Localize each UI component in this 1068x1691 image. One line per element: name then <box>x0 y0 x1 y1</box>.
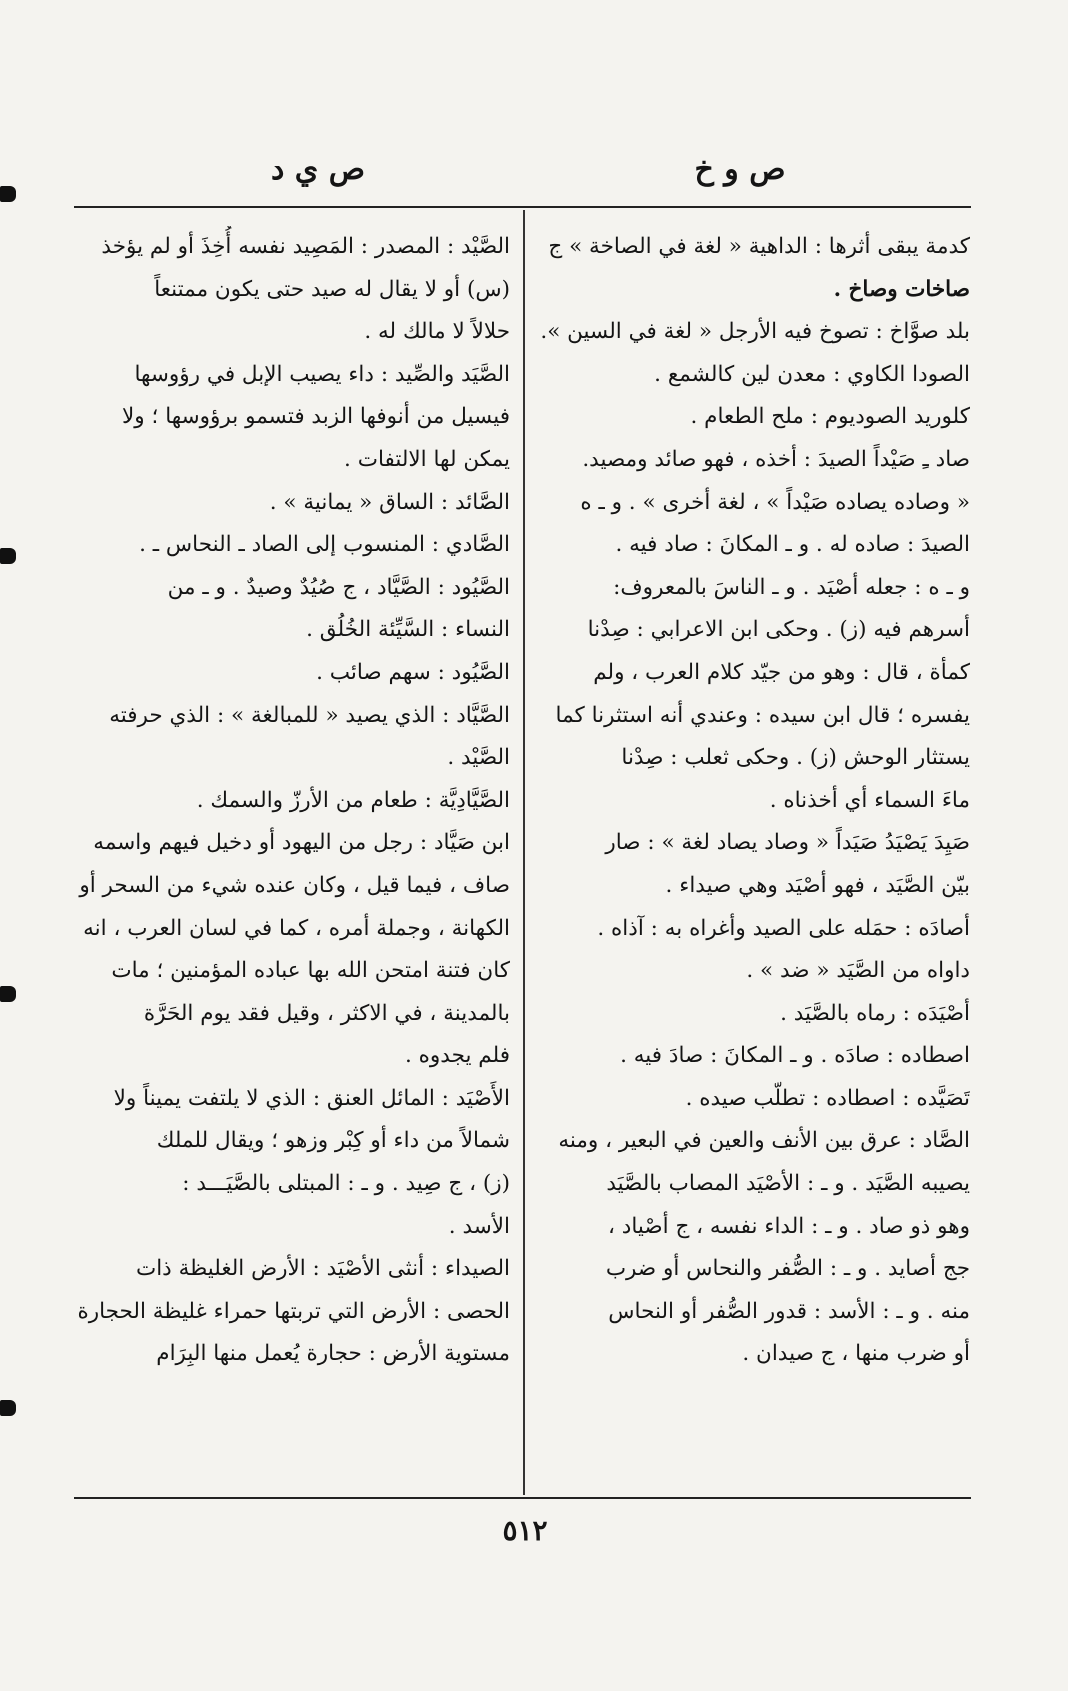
text-line: يصيبه الصَّيَد . و ـ : الأصْيَد المصاب بالصَّيَد <box>606 1171 970 1197</box>
binding-mark <box>0 1400 16 1416</box>
text-line: داواه من الصَّيَد « ضد » . <box>746 958 970 984</box>
text-line: (ز) ، ج صِيد . و ـ : المبتلى بالصَّيَـــد : <box>182 1171 510 1197</box>
text-line: الكهانة ، وجملة أمره ، كما في لسان العرب ، انه <box>83 915 510 941</box>
left-column <box>72 226 510 1376</box>
text-line: الصيدَ : صاده له . و ـ المكانَ : صاد فيه . <box>615 532 970 558</box>
text-line: الصَّيَد والصِّيد : داء يصيب الإبل في رؤوسها <box>134 361 510 387</box>
text-line: كمأة ، قال : وهو من جيّد كلام العرب ، ولم <box>593 659 970 685</box>
text-line: الأسد . <box>448 1213 510 1239</box>
text-line: الصَّادي : المنسوب إلى الصاد ـ النحاس ـ . <box>139 532 510 558</box>
text-line: صاف ، فيما قيل ، وكان عنده شيء من السحر أو <box>79 872 510 898</box>
text-line: وهو ذو صاد . و ـ : الداء نفسه ، ج أصْياد ، <box>608 1213 970 1239</box>
text-line: الصَّيُود : الصَّيَّاد ، ج صُيُدٌ وصيدٌ . و ـ من <box>167 574 510 600</box>
text-line: الصَّيُود : سهم صائب . <box>316 659 510 685</box>
binding-mark <box>0 986 16 1002</box>
page-number: ٥١٢ <box>502 1514 548 1547</box>
text-line: فلم يجدوه . <box>404 1043 510 1069</box>
text-line: كلوريد الصوديوم : ملح الطعام . <box>690 404 970 430</box>
text-line: أو ضرب منها ، ج صيدان . <box>742 1341 970 1367</box>
text-line: (س) أو لا يقال له صيد حتى يكون ممتنعاً <box>154 276 510 302</box>
text-line: الصَّيْد : المصدر : المَصِيد نفسه أُخِذَ أو لم يؤخذ <box>101 234 510 259</box>
text-line: بالمدينة ، في الاكثر ، وقيل فقد يوم الحَرَّة <box>143 1000 510 1026</box>
text-line: « وصاده يصاده صَيْداً » ، لغة أخرى » . و ـ ه <box>580 489 970 515</box>
bottom-rule <box>74 1497 971 1499</box>
running-header-left: ص ي د <box>271 152 365 187</box>
top-rule <box>74 206 971 208</box>
text-line: أسرهم فيه (ز) . وحكى ابن الاعرابي : صِدْنا <box>587 617 970 643</box>
text-line: منه . و ـ : الأسد : قدور الصُّفر أو النحاس <box>608 1298 970 1324</box>
text-line: و ـ ه : جعله أصْيَد . و ـ الناسَ بالمعروف: <box>613 574 970 600</box>
text-line: الصودا الكاوي : معدن لين كالشمع . <box>654 361 970 387</box>
binding-mark <box>0 186 16 202</box>
text-line: اصطاده : صادَه . و ـ المكانَ : صادَ فيه . <box>620 1043 970 1069</box>
text-line: صاد ـِ صَيْداً الصيدَ : أخذه ، فهو صائد ومصيد. <box>582 446 970 472</box>
text-line: بلد صوَّاخ : تصوخ فيه الأرجل « لغة في السين ». <box>540 319 970 345</box>
text-line: الصَّاد : عرق بين الأنف والعين في البعير ، ومنه <box>558 1128 970 1154</box>
running-header-right: ص و خ <box>694 152 786 187</box>
right-column <box>538 226 970 1376</box>
text-line: الصَّيْد . <box>447 745 510 771</box>
text-line: الصَّيَّادِيَّة : طعام من الأرزّ والسمك . <box>196 787 510 813</box>
column-divider <box>523 210 525 1495</box>
text-line: شمالاً من داء أو كِبْر وزهو ؛ ويقال للملك <box>156 1128 510 1154</box>
text-line: تَصَيَّده : اصطاده : تطلّب صيده . <box>685 1085 970 1111</box>
text-line: الصيداء : أنثى الأصْيَد : الأرض الغليظة ذات <box>135 1256 510 1282</box>
text-line: كان فتنة امتحن الله بها عباده المؤمنين ؛ مات <box>111 958 510 984</box>
text-line: الأَصْيَد : المائل العنق : الذي لا يلتفت يميناً ولا <box>113 1085 510 1111</box>
text-line: النساء : السَّيِّئة الخُلُق . <box>306 617 510 643</box>
text-line: الحصى : الأرض التي تربتها حمراء غليظة الحجارة <box>77 1298 510 1324</box>
text-line: حلالاً لا مالك له . <box>364 319 510 345</box>
text-line: بيّن الصَّيَد ، فهو أصْيَد وهي صيداء . <box>665 872 970 898</box>
text-line: صَيِدَ يَصْيَدُ صَيَداً « وصاد يصاد لغة » : صار <box>605 830 970 856</box>
text-line: الصَّائد : الساق « يمانية » . <box>269 489 510 515</box>
text-line: ماءَ السماء أي أخذناه . <box>769 787 970 813</box>
text-line: يمكن لها الالتفات . <box>344 446 510 472</box>
text-line: أصْيَدَه : رماه بالصَّيَد . <box>780 1000 970 1026</box>
text-line: يفسره ؛ قال ابن سيده : وعندي أنه استثرنا كما <box>555 702 970 728</box>
text-line: يستثار الوحش (ز) . وحكى ثعلب : صِدْنا <box>621 745 970 771</box>
text-line: فيسيل من أنوفها الزبد فتسمو برؤوسها ؛ ولا <box>122 404 510 430</box>
text-line: ابن صَيَّاد : رجل من اليهود أو دخيل فيهم واسمه <box>93 830 510 856</box>
text-line: مستوية الأرض : حجارة يُعمل منها البِرَام <box>156 1341 510 1367</box>
text-line: كدمة يبقى أثرها : الداهية « لغة في الصاخة » ج <box>548 234 970 259</box>
text-line: الصَّيَّاد : الذي يصيد « للمبالغة » : الذي حرفته <box>109 702 510 728</box>
text-line: أصادَه : حمَله على الصيد وأغراه به : آذاه . <box>597 915 970 941</box>
text-line: صاخات وصاخ . <box>833 276 970 302</box>
binding-mark <box>0 548 16 564</box>
text-line: جج أصايد . و ـ : الصُّفر والنحاس أو ضرب <box>605 1256 970 1282</box>
